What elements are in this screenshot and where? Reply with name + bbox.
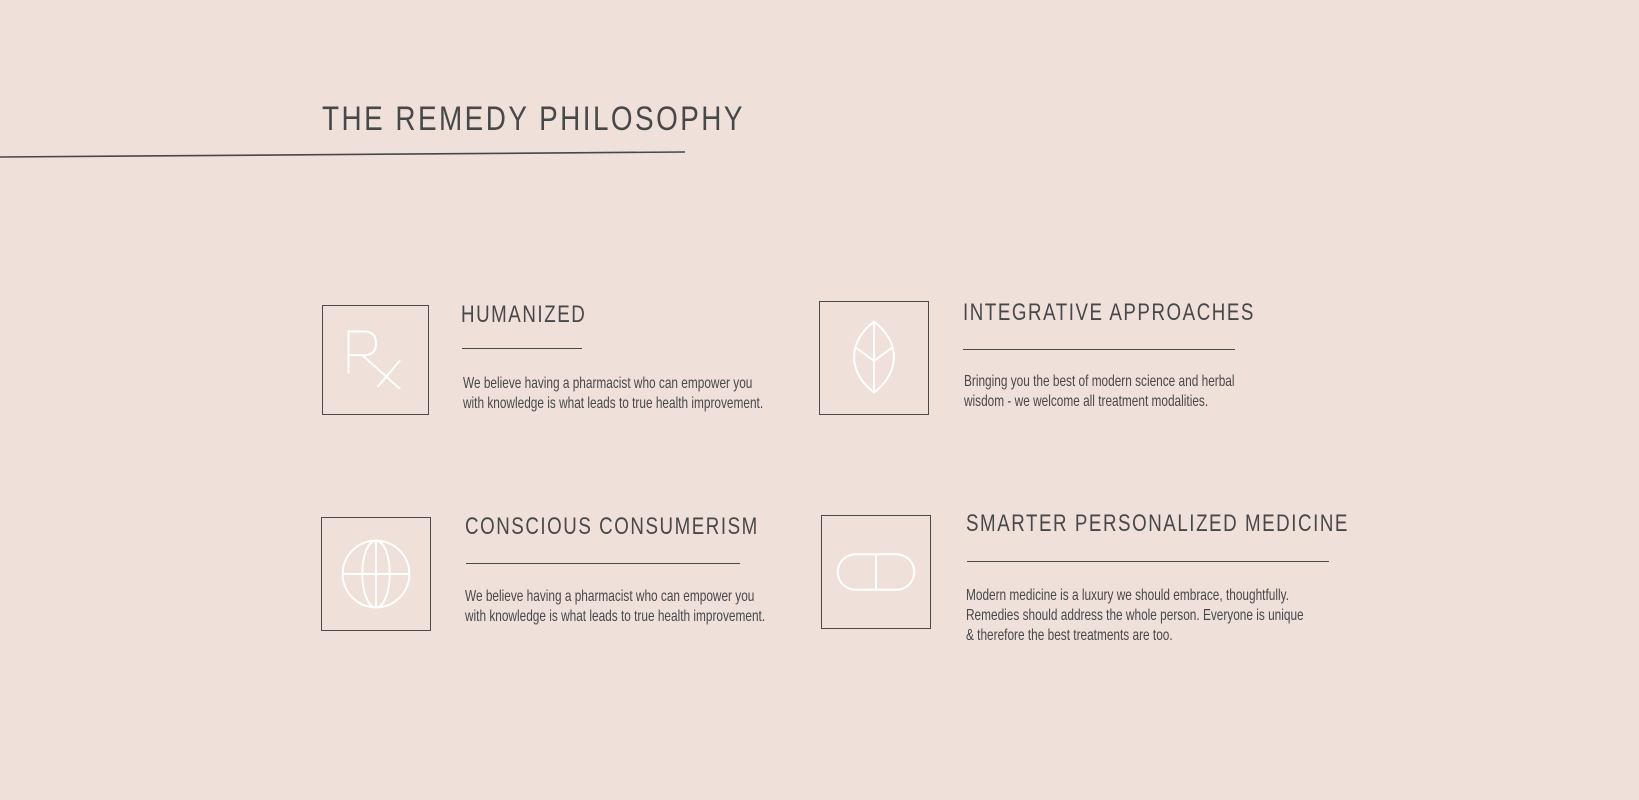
conscious-consumerism-icon-box bbox=[321, 517, 431, 631]
feature-description-conscious-consumerism: We believe having a pharmacist who can empower you with knowledge is what leads to true health improvement. bbox=[465, 588, 766, 625]
title-divider bbox=[0, 146, 690, 160]
humanized-icon-box bbox=[322, 305, 429, 415]
feature-description-integrative-approaches: Bringing you the best of modern science and herbal wisdom - we welcome all treatment modalities. bbox=[964, 373, 1235, 410]
feature-heading-integrative-approaches: INTEGRATIVE APPROACHES bbox=[963, 299, 1255, 326]
integrative-icon-box bbox=[819, 301, 929, 415]
feature-divider-integrative-approaches bbox=[963, 349, 1235, 350]
page-title: THE REMEDY PHILOSOPHY bbox=[322, 100, 745, 138]
rx-icon bbox=[323, 306, 428, 414]
feature-description-smarter-personalized-medicine: Modern medicine is a luxury we should embrace, thoughtfully. Remedies should address the whole person. Everyone is unique & therefore the best treatments are too. bbox=[966, 587, 1304, 644]
feature-heading-smarter-personalized-medicine: SMARTER PERSONALIZED MEDICINE bbox=[966, 510, 1349, 537]
feature-divider-humanized bbox=[462, 348, 582, 349]
feature-heading-humanized: HUMANIZED bbox=[461, 301, 587, 328]
pill-capsule-icon bbox=[822, 516, 930, 628]
smarter-medicine-icon-box bbox=[821, 515, 931, 629]
feature-divider-smarter-personalized-medicine bbox=[967, 561, 1329, 562]
feature-description-humanized: We believe having a pharmacist who can empower you with knowledge is what leads to true health improvement. bbox=[463, 375, 764, 412]
feature-divider-conscious-consumerism bbox=[466, 563, 740, 564]
globe-icon bbox=[322, 518, 430, 630]
feature-heading-conscious-consumerism: CONSCIOUS CONSUMERISM bbox=[465, 513, 759, 540]
leaf-icon bbox=[820, 302, 928, 414]
